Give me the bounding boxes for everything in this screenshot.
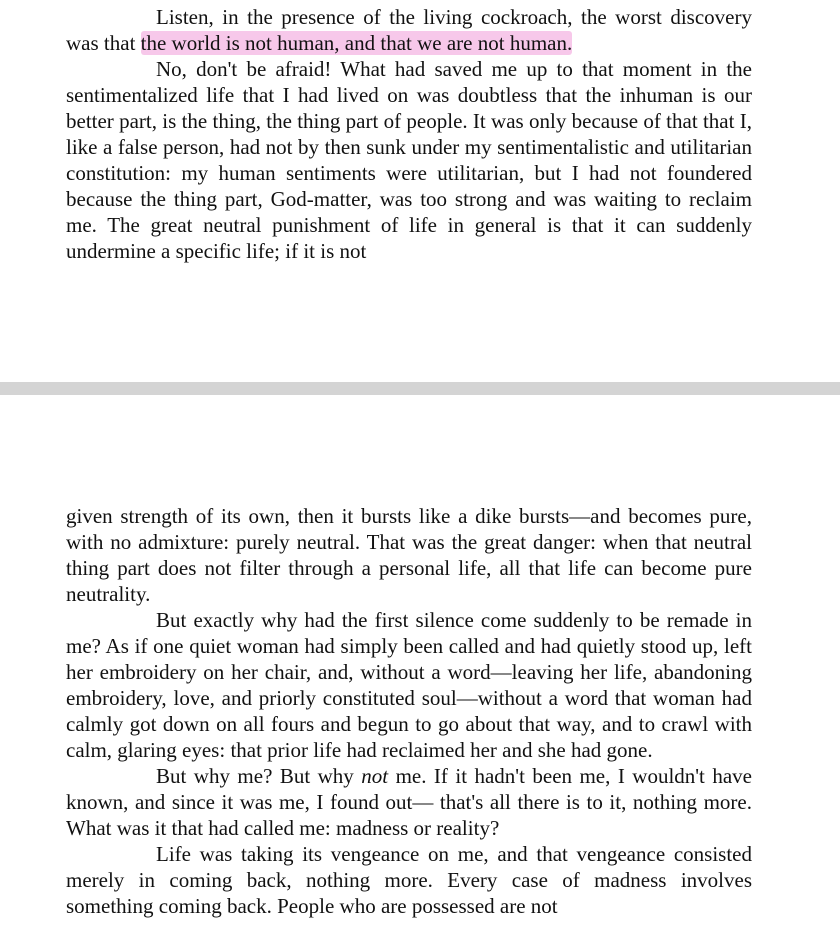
- paragraph-text: But why me? But why: [156, 764, 362, 788]
- paragraph: No, don't be afraid! What had saved me up to that moment in the sentimentalized life that I had lived on was doubtless that the inhuman is our better part, is the thing, the thing part of people. It was only because of that that I, like a false person, had not by then sunk under my sentimentalistic and utilitarian constitution: my human sentiments were utilitarian, but I had not foundered because the thing part, God-matter, was too strong and was waiting to reclaim me. The great neutral punishment of life in general is that it can suddenly undermine a specific life; if it is not: [66, 57, 752, 263]
- paragraph: given strength of its own, then it bursts like a dike bursts—and becomes pure, with no admixture: purely neutral. That was the great danger: when that neutral thing part does not filter through a personal life, all that life can become pure neutrality.: [66, 504, 752, 606]
- highlighted-text[interactable]: the world is not human, and that we are not human.: [140, 31, 573, 55]
- page-top: [0, 0, 840, 382]
- page-top-text: [66, 4, 752, 264]
- emphasized-text: not: [361, 764, 389, 788]
- paragraph-text: Listen, in the presence of the living cockroach, the worst discovery was that: [66, 5, 752, 55]
- page-bottom-text: [66, 503, 752, 919]
- paragraph: [66, 763, 752, 841]
- page-separator: [0, 382, 840, 395]
- paragraph: Life was taking its vengeance on me, and that vengeance consisted merely in coming back, nothing more. Every case of madness involves something coming back. People who are possessed are not: [66, 842, 752, 918]
- paragraph: [66, 4, 752, 56]
- page-bottom: [0, 395, 840, 950]
- paragraph-text: me. If it hadn't been me, I wouldn't have known, and since it was me, I found out— that's all there is to it, nothing more. What was it that had called me: madness or reality?: [66, 764, 752, 840]
- paragraph: But exactly why had the first silence come suddenly to be remade in me? As if one quiet woman had simply been called and had quietly stood up, left her embroidery on her chair, and, without a word—leaving her life, abandoning embroidery, love, and priorly constituted soul—without a word that woman had calmly got down on all fours and begun to go about that way, and to crawl with calm, glaring eyes: that prior life had reclaimed her and she had gone.: [66, 608, 752, 762]
